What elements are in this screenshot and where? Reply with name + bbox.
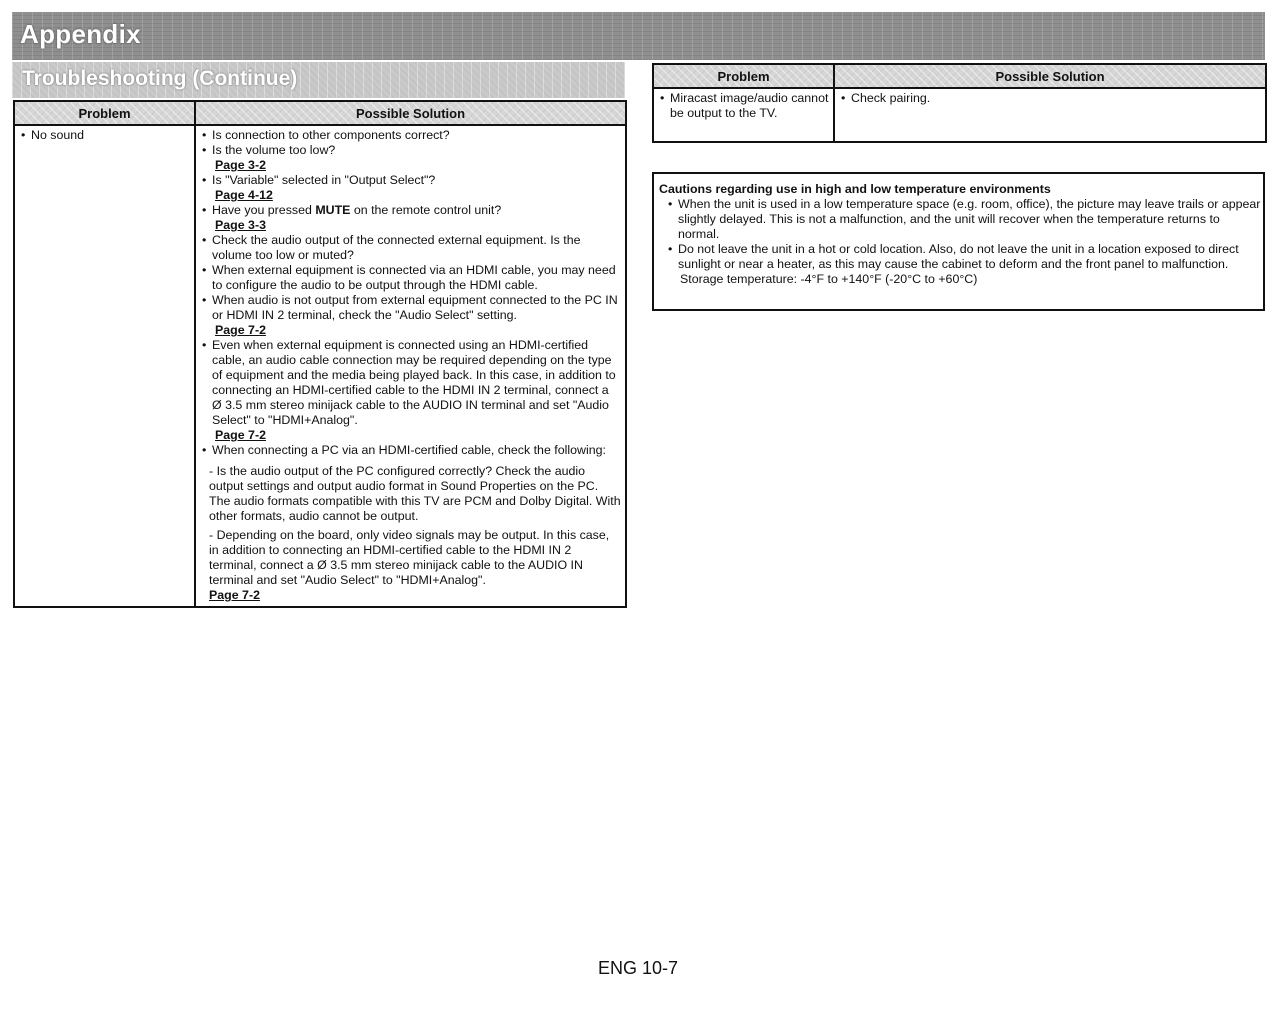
page-reference-link[interactable]: Page 7-2 <box>215 323 266 337</box>
page-number: ENG 10-7 <box>597 958 679 978</box>
page-reference-link[interactable]: Page 7-2 <box>215 428 266 442</box>
solution-item <box>200 293 621 338</box>
caution-item: • Do not leave the unit in a hot or cold location. Also, do not leave the unit in a location exposed to direct sunlight or near a heater, as this may cause the cabinet to deform and the front panel to malfunction. <box>654 242 1263 272</box>
appendix-title: Appendix <box>20 19 141 49</box>
solution-subtext: - Depending on the board, only video signals may be output. In this case, in addition to connecting an HDMI-certified cable to the HDMI IN 2 terminal, connect a Ø 3.5 mm stereo minijack cable to the AUDIO IN terminal and set "Audio Select" to "HDMI+Analog". <box>209 528 610 587</box>
solution-header: Possible Solution <box>195 101 626 125</box>
appendix-header-bar <box>12 12 1265 60</box>
page-reference-link[interactable]: Page 3-2 <box>215 158 266 172</box>
storage-temperature: Storage temperature: -4°F to +140°F (-20°C to +60°C) <box>680 272 978 286</box>
solution-text: Check the audio output of the connected external equipment. Is the volume too low or muted? <box>212 233 581 262</box>
problem-cell <box>14 125 195 607</box>
solution-text: • Check pairing. <box>839 91 1261 106</box>
solution-item <box>200 263 621 293</box>
cautions-box <box>652 172 1265 311</box>
solution-item <box>200 143 621 173</box>
problem-text: • No sound <box>19 128 190 143</box>
solution-item <box>200 443 621 458</box>
solution-subitem <box>200 528 621 603</box>
caution-item: • When the unit is used in a low temperature space (e.g. room, office), the picture may leave trails or appear slightly delayed. This is not a malfunction, and the unit will recover when the temperature returns to normal. <box>654 197 1263 242</box>
solution-text: Even when external equipment is connected using an HDMI-certified cable, an audio cable connection may be required depending on the type of equipment and the media being played back. In this case, in addition to connecting an HDMI-certified cable to the HDMI IN 2 terminal, connect a Ø 3.5 mm stereo minijack cable to the AUDIO IN terminal and set "Audio Select" to "HDMI+Analog". <box>212 338 616 427</box>
problem-header: Problem <box>653 64 834 88</box>
solution-cell <box>834 88 1266 142</box>
problem-header: Problem <box>14 101 195 125</box>
section-title: Troubleshooting (Continue) <box>22 67 298 90</box>
solution-text: When external equipment is connected via an HDMI cable, you may need to configure the audio to be output through the HDMI cable. <box>212 263 616 292</box>
table-header-row <box>653 64 1266 88</box>
solution-text: When connecting a PC via an HDMI-certified cable, check the following: <box>212 443 606 457</box>
table-row <box>653 88 1266 142</box>
problem-text: • Miracast image/audio cannot be output to the TV. <box>658 91 829 121</box>
cautions-title: Cautions regarding use in high and low temperature environments <box>659 182 1051 196</box>
troubleshooting-table-right <box>652 63 1267 143</box>
solution-subtext: - Is the audio output of the PC configured correctly? Check the audio output settings and output audio format in Sound Properties on the PC. <box>209 464 599 493</box>
solution-item <box>200 128 621 143</box>
page-reference-link[interactable]: Page 4-12 <box>215 188 273 202</box>
table-row <box>14 125 626 607</box>
solution-item <box>200 233 621 263</box>
page-reference-link[interactable]: Page 3-3 <box>215 218 266 232</box>
solution-item <box>200 338 621 443</box>
solution-subitem <box>200 464 621 524</box>
page-reference-link[interactable]: Page 7-2 <box>209 588 260 602</box>
mute-key-label: MUTE <box>315 203 351 217</box>
solution-subtext: The audio formats compatible with this TV are PCM and Dolby Digital. With other formats, audio cannot be output. <box>209 494 621 523</box>
solution-text: When audio is not output from external equipment connected to the PC IN or HDMI IN 2 terminal, check the "Audio Select" setting. <box>212 293 618 322</box>
solution-header: Possible Solution <box>834 64 1266 88</box>
solution-text: Is "Variable" selected in "Output Select"? <box>212 173 436 187</box>
solution-item <box>200 173 621 203</box>
solution-text: Is connection to other components correct? <box>212 128 450 142</box>
section-header-bar <box>12 62 625 98</box>
problem-cell <box>653 88 834 142</box>
troubleshooting-table-left <box>13 100 627 608</box>
solution-cell <box>195 125 626 607</box>
solution-text: Is the volume too low? <box>212 143 336 157</box>
solution-text: Have you pressed <box>212 203 316 217</box>
table-header-row <box>14 101 626 125</box>
solution-item <box>200 203 621 233</box>
solution-text: on the remote control unit? <box>350 203 502 217</box>
